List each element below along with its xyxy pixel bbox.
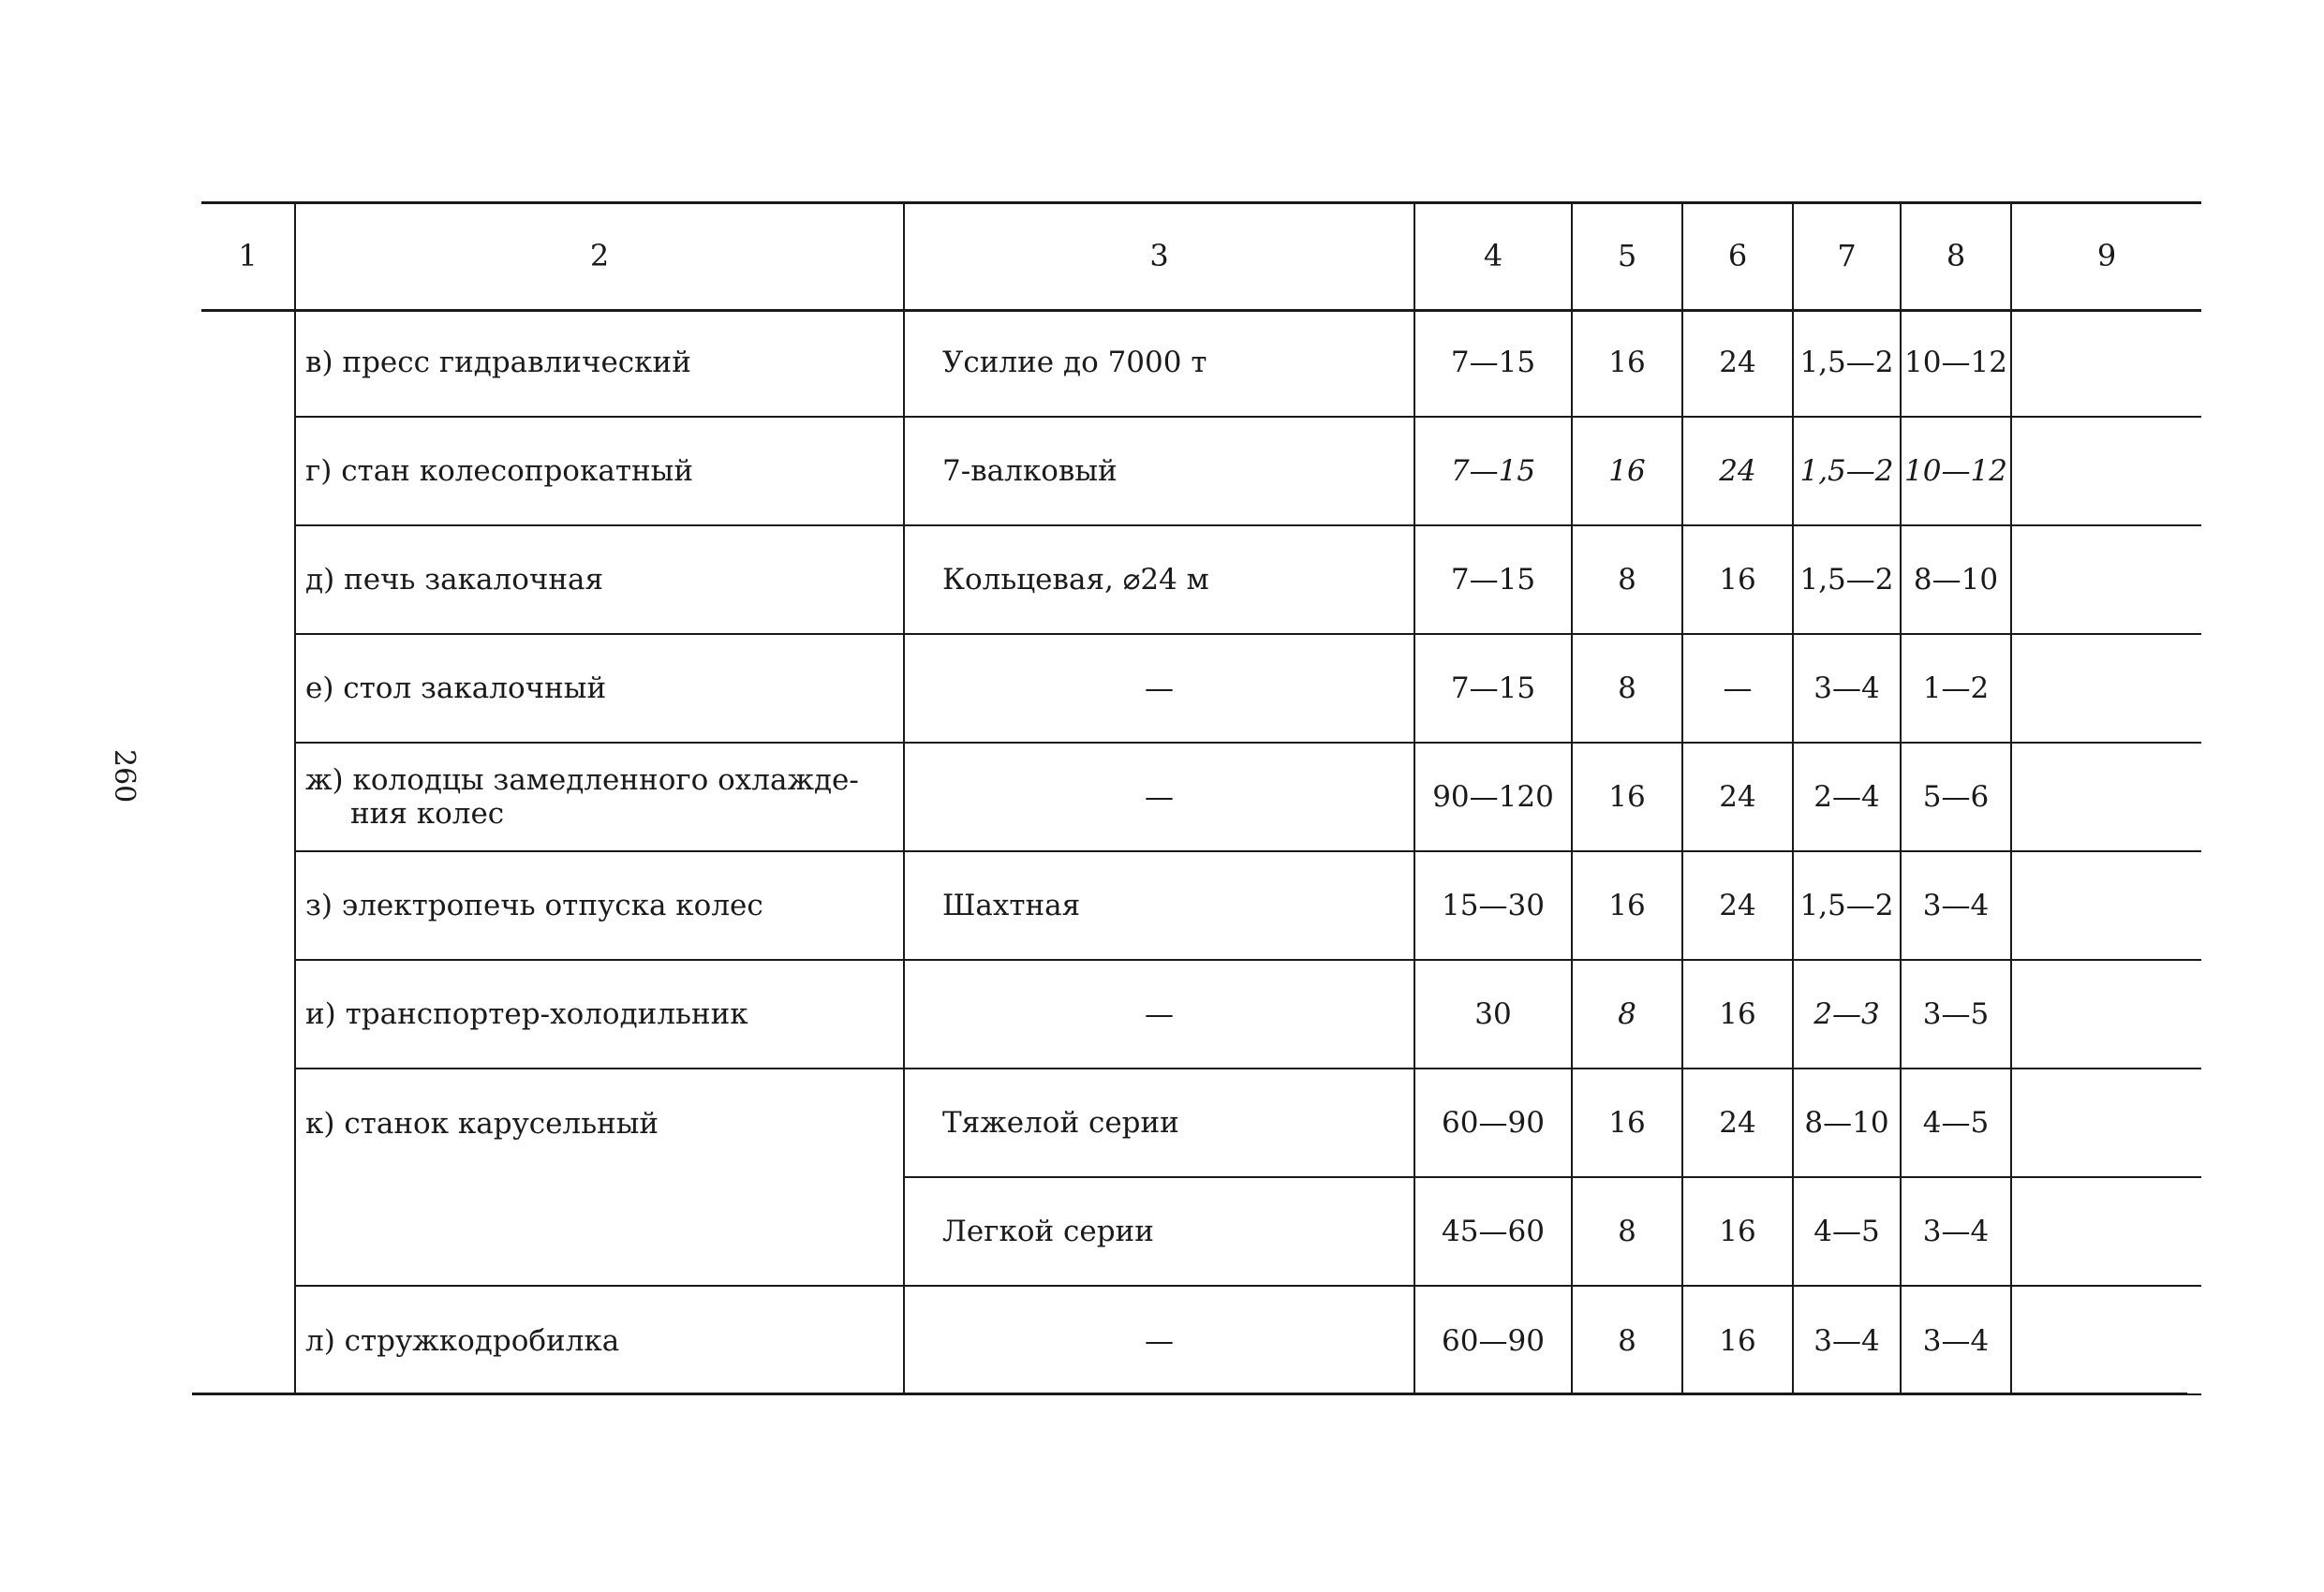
cell: 24 — [1682, 851, 1793, 960]
cell: 8—10 — [1793, 1069, 1901, 1177]
table-bottom-rule — [192, 1393, 2187, 1395]
table-row — [201, 960, 2201, 1069]
equipment-name: в) пресс гидравлический — [295, 309, 904, 417]
equipment-name — [295, 743, 904, 851]
equipment-name: к) станок карусельный — [295, 1069, 904, 1177]
equipment-spec: Тяжелой серии — [904, 1069, 1414, 1177]
cell — [2011, 1177, 2201, 1286]
cell: 24 — [1682, 309, 1793, 417]
cell: 16 — [1572, 417, 1682, 525]
column-header: 6 — [1682, 201, 1793, 309]
cell: 90—120 — [1414, 743, 1572, 851]
equipment-spec: — — [904, 1286, 1414, 1394]
cell: 2—3 — [1793, 960, 1901, 1069]
cell — [2011, 634, 2201, 743]
cell: 3—4 — [1901, 1286, 2011, 1394]
cell: 16 — [1572, 851, 1682, 960]
cell: 8 — [1572, 960, 1682, 1069]
cell: — — [1682, 634, 1793, 743]
equipment-name: и) транспортер-холодильник — [295, 960, 904, 1069]
table-row — [201, 309, 2201, 417]
cell: 1,5—2 — [1793, 309, 1901, 417]
cell: 16 — [1572, 743, 1682, 851]
column-header: 4 — [1414, 201, 1572, 309]
equipment-spec: Легкой серии — [904, 1177, 1414, 1286]
cell: 8 — [1572, 1286, 1682, 1394]
table-row — [201, 1177, 2201, 1286]
cell: 7—15 — [1414, 309, 1572, 417]
cell: 10—12 — [1901, 417, 2011, 525]
cell: 8 — [1572, 525, 1682, 634]
equipment-spec: Шахтная — [904, 851, 1414, 960]
cell: 16 — [1682, 960, 1793, 1069]
cell: 1—2 — [1901, 634, 2011, 743]
table-row — [201, 1069, 2201, 1177]
header-rule — [201, 309, 2201, 312]
cell: 2—4 — [1793, 743, 1901, 851]
equipment-spec: 7-валковый — [904, 417, 1414, 525]
page-number: 260 — [108, 749, 141, 803]
cell: 8—10 — [1901, 525, 2011, 634]
table — [201, 201, 2201, 1395]
cell: 16 — [1682, 1286, 1793, 1394]
cell: 1,5—2 — [1793, 417, 1901, 525]
cell — [2011, 1069, 2201, 1177]
cell — [2011, 851, 2201, 960]
cell: 45—60 — [1414, 1177, 1572, 1286]
column-header: 8 — [1901, 201, 2011, 309]
equipment-name-line: ния колес — [350, 797, 505, 831]
cell: 16 — [1572, 1069, 1682, 1177]
cell: 60—90 — [1414, 1069, 1572, 1177]
cell: 15—30 — [1414, 851, 1572, 960]
cell: 16 — [1572, 309, 1682, 417]
cell: 24 — [1682, 743, 1793, 851]
column-header: 2 — [295, 201, 904, 309]
table-row — [201, 417, 2201, 525]
cell — [2011, 743, 2201, 851]
cell — [2011, 1286, 2201, 1394]
cell: 3—4 — [1901, 1177, 2011, 1286]
column-header: 1 — [238, 237, 258, 273]
table-row — [201, 851, 2201, 960]
cell: 1,5—2 — [1793, 851, 1901, 960]
table-row — [201, 525, 2201, 634]
cell: 24 — [1682, 1069, 1793, 1177]
column-header: 3 — [904, 201, 1414, 309]
equipment-name — [295, 1177, 904, 1286]
cell: 60—90 — [1414, 1286, 1572, 1394]
equipment-name: д) печь закалочная — [295, 525, 904, 634]
cell: 5—6 — [1901, 743, 2011, 851]
table-row — [201, 1286, 2201, 1394]
cell: 3—4 — [1793, 634, 1901, 743]
cell — [2011, 525, 2201, 634]
column-header: 5 — [1572, 201, 1682, 309]
cell: 3—5 — [1901, 960, 2011, 1069]
cell: 8 — [1572, 1177, 1682, 1286]
equipment-name: е) стол закалочный — [295, 634, 904, 743]
cell: 16 — [1682, 1177, 1793, 1286]
cell — [2011, 960, 2201, 1069]
equipment-spec: — — [904, 743, 1414, 851]
table-top-rule — [201, 201, 2201, 204]
cell: 30 — [1414, 960, 1572, 1069]
equipment-spec: Усилие до 7000 т — [904, 309, 1414, 417]
equipment-name: л) стружкодробилка — [295, 1286, 904, 1394]
header-row — [201, 201, 2201, 309]
cell: 7—15 — [1414, 525, 1572, 634]
cell: 1,5—2 — [1793, 525, 1901, 634]
cell: 4—5 — [1901, 1069, 2011, 1177]
cell: 10—12 — [1901, 309, 2011, 417]
cell — [2011, 309, 2201, 417]
equipment-spec: Кольцевая, ⌀24 м — [904, 525, 1414, 634]
cell: 7—15 — [1414, 417, 1572, 525]
cell: 16 — [1682, 525, 1793, 634]
table-row — [201, 634, 2201, 743]
table-row — [201, 743, 2201, 851]
equipment-name-line: ж) колодцы замедленного охлажде- — [305, 763, 859, 797]
cell: 8 — [1572, 634, 1682, 743]
equipment-spec: — — [904, 960, 1414, 1069]
cell: 3—4 — [1793, 1286, 1901, 1394]
cell: 24 — [1682, 417, 1793, 525]
cell: 3—4 — [1901, 851, 2011, 960]
equipment-spec: — — [904, 634, 1414, 743]
equipment-name: з) электропечь отпуска колес — [295, 851, 904, 960]
column-header: 7 — [1793, 201, 1901, 309]
equipment-name: г) стан колесопрокатный — [295, 417, 904, 525]
cell: 7—15 — [1414, 634, 1572, 743]
cell — [2011, 417, 2201, 525]
column-header: 9 — [2011, 201, 2201, 309]
cell: 4—5 — [1793, 1177, 1901, 1286]
